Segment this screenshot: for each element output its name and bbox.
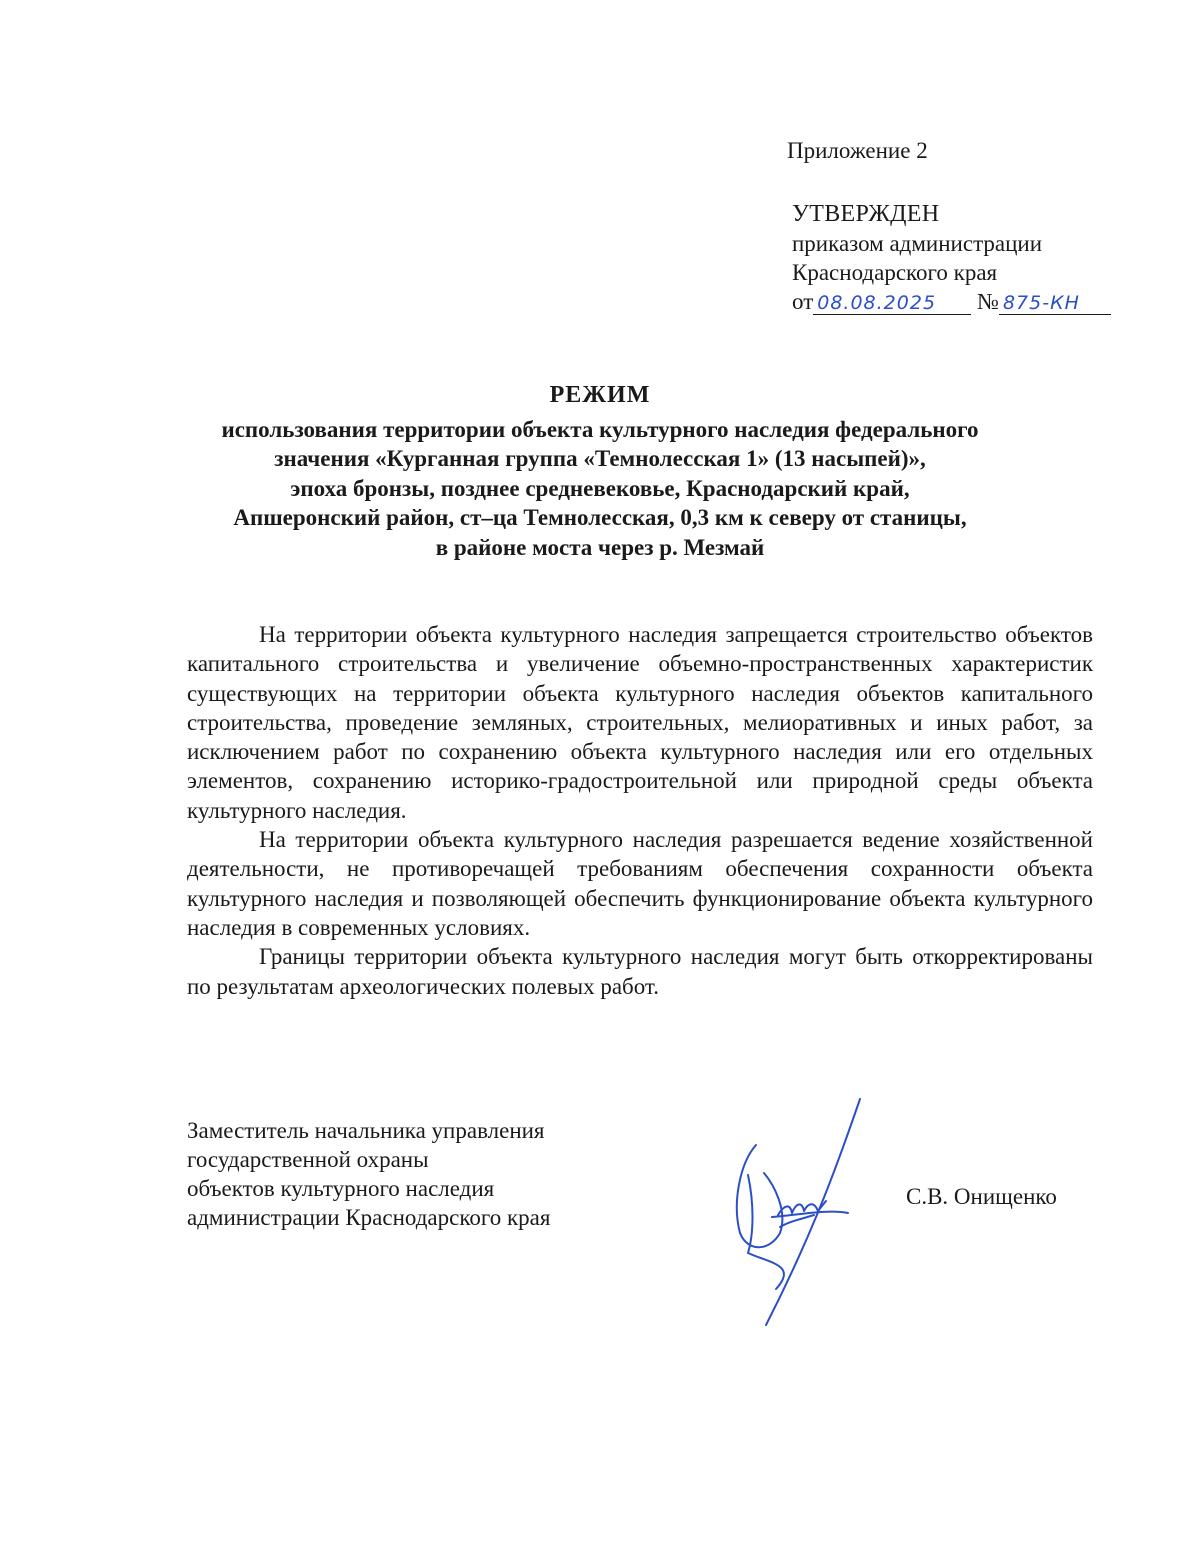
position-line: администрации Краснодарского края — [187, 1205, 551, 1230]
order-reference — [792, 287, 1111, 316]
approval-stamp-block — [792, 200, 1111, 316]
title-line: в районе моста через р. Мезмай — [435, 534, 765, 560]
body-paragraph: На территории объекта культурного наследия запрещается строительство объектов капитального строительства и увеличение объемно-пространственных характеристик существующих на территории объекта культурного наследия объектов капитального строительства, проведение земляных, строительных, мелиоративных и иных работ, за исключением работ по сохранению объекта культурного наследия или его отдельных элементов, сохранению историко-градостроительной или природной среды объекта культурного наследия. — [187, 622, 1093, 823]
position-line: объектов культурного наследия — [187, 1176, 495, 1201]
number-prefix: № — [977, 289, 999, 314]
handwritten-date: 08.08.2025 — [813, 292, 971, 315]
signatory-position — [187, 1116, 550, 1232]
body-paragraph: На территории объекта культурного наследия разрешается ведение хозяйственной деятельности, не противоречащей требованиям обеспечения сохранности объекта культурного наследия и позволяющей обеспечить функционирование объекта культурного наследия в современных условиях. — [187, 827, 1093, 940]
title-heading: РЕЖИМ — [549, 382, 651, 408]
position-line: Заместитель начальника управления — [187, 1118, 545, 1143]
title-line: эпоха бронзы, позднее средневековье, Краснодарский край, — [290, 475, 910, 501]
appendix-label: Приложение 2 — [787, 138, 928, 163]
title-line: Апшеронский район, ст–ца Темнолесская, 0,3 км к северу от станицы, — [233, 505, 967, 530]
body-paragraph: Границы территории объекта культурного наследия могут быть откорректированы по результатам археологических полевых работ. — [187, 944, 1093, 999]
approved-by-line-2: Краснодарского края — [792, 260, 998, 285]
date-prefix: от — [792, 289, 814, 314]
position-line: государственной охраны — [187, 1147, 429, 1172]
document-title — [150, 381, 1050, 562]
signer-name: С.В. Онищенко — [906, 1184, 1057, 1209]
title-line: использования территории объекта культурного наследия федерального — [221, 416, 979, 442]
approved-label: УТВЕРЖДЕН — [792, 201, 940, 227]
handwritten-signature — [718, 1093, 878, 1333]
title-line: значения «Курганная группа «Темнолесская 1» (13 насыпей)», — [274, 446, 926, 471]
approved-by-line-1: приказом администрации — [792, 231, 1043, 256]
handwritten-number: 875-КН — [999, 292, 1111, 315]
document-body — [187, 620, 1093, 1001]
